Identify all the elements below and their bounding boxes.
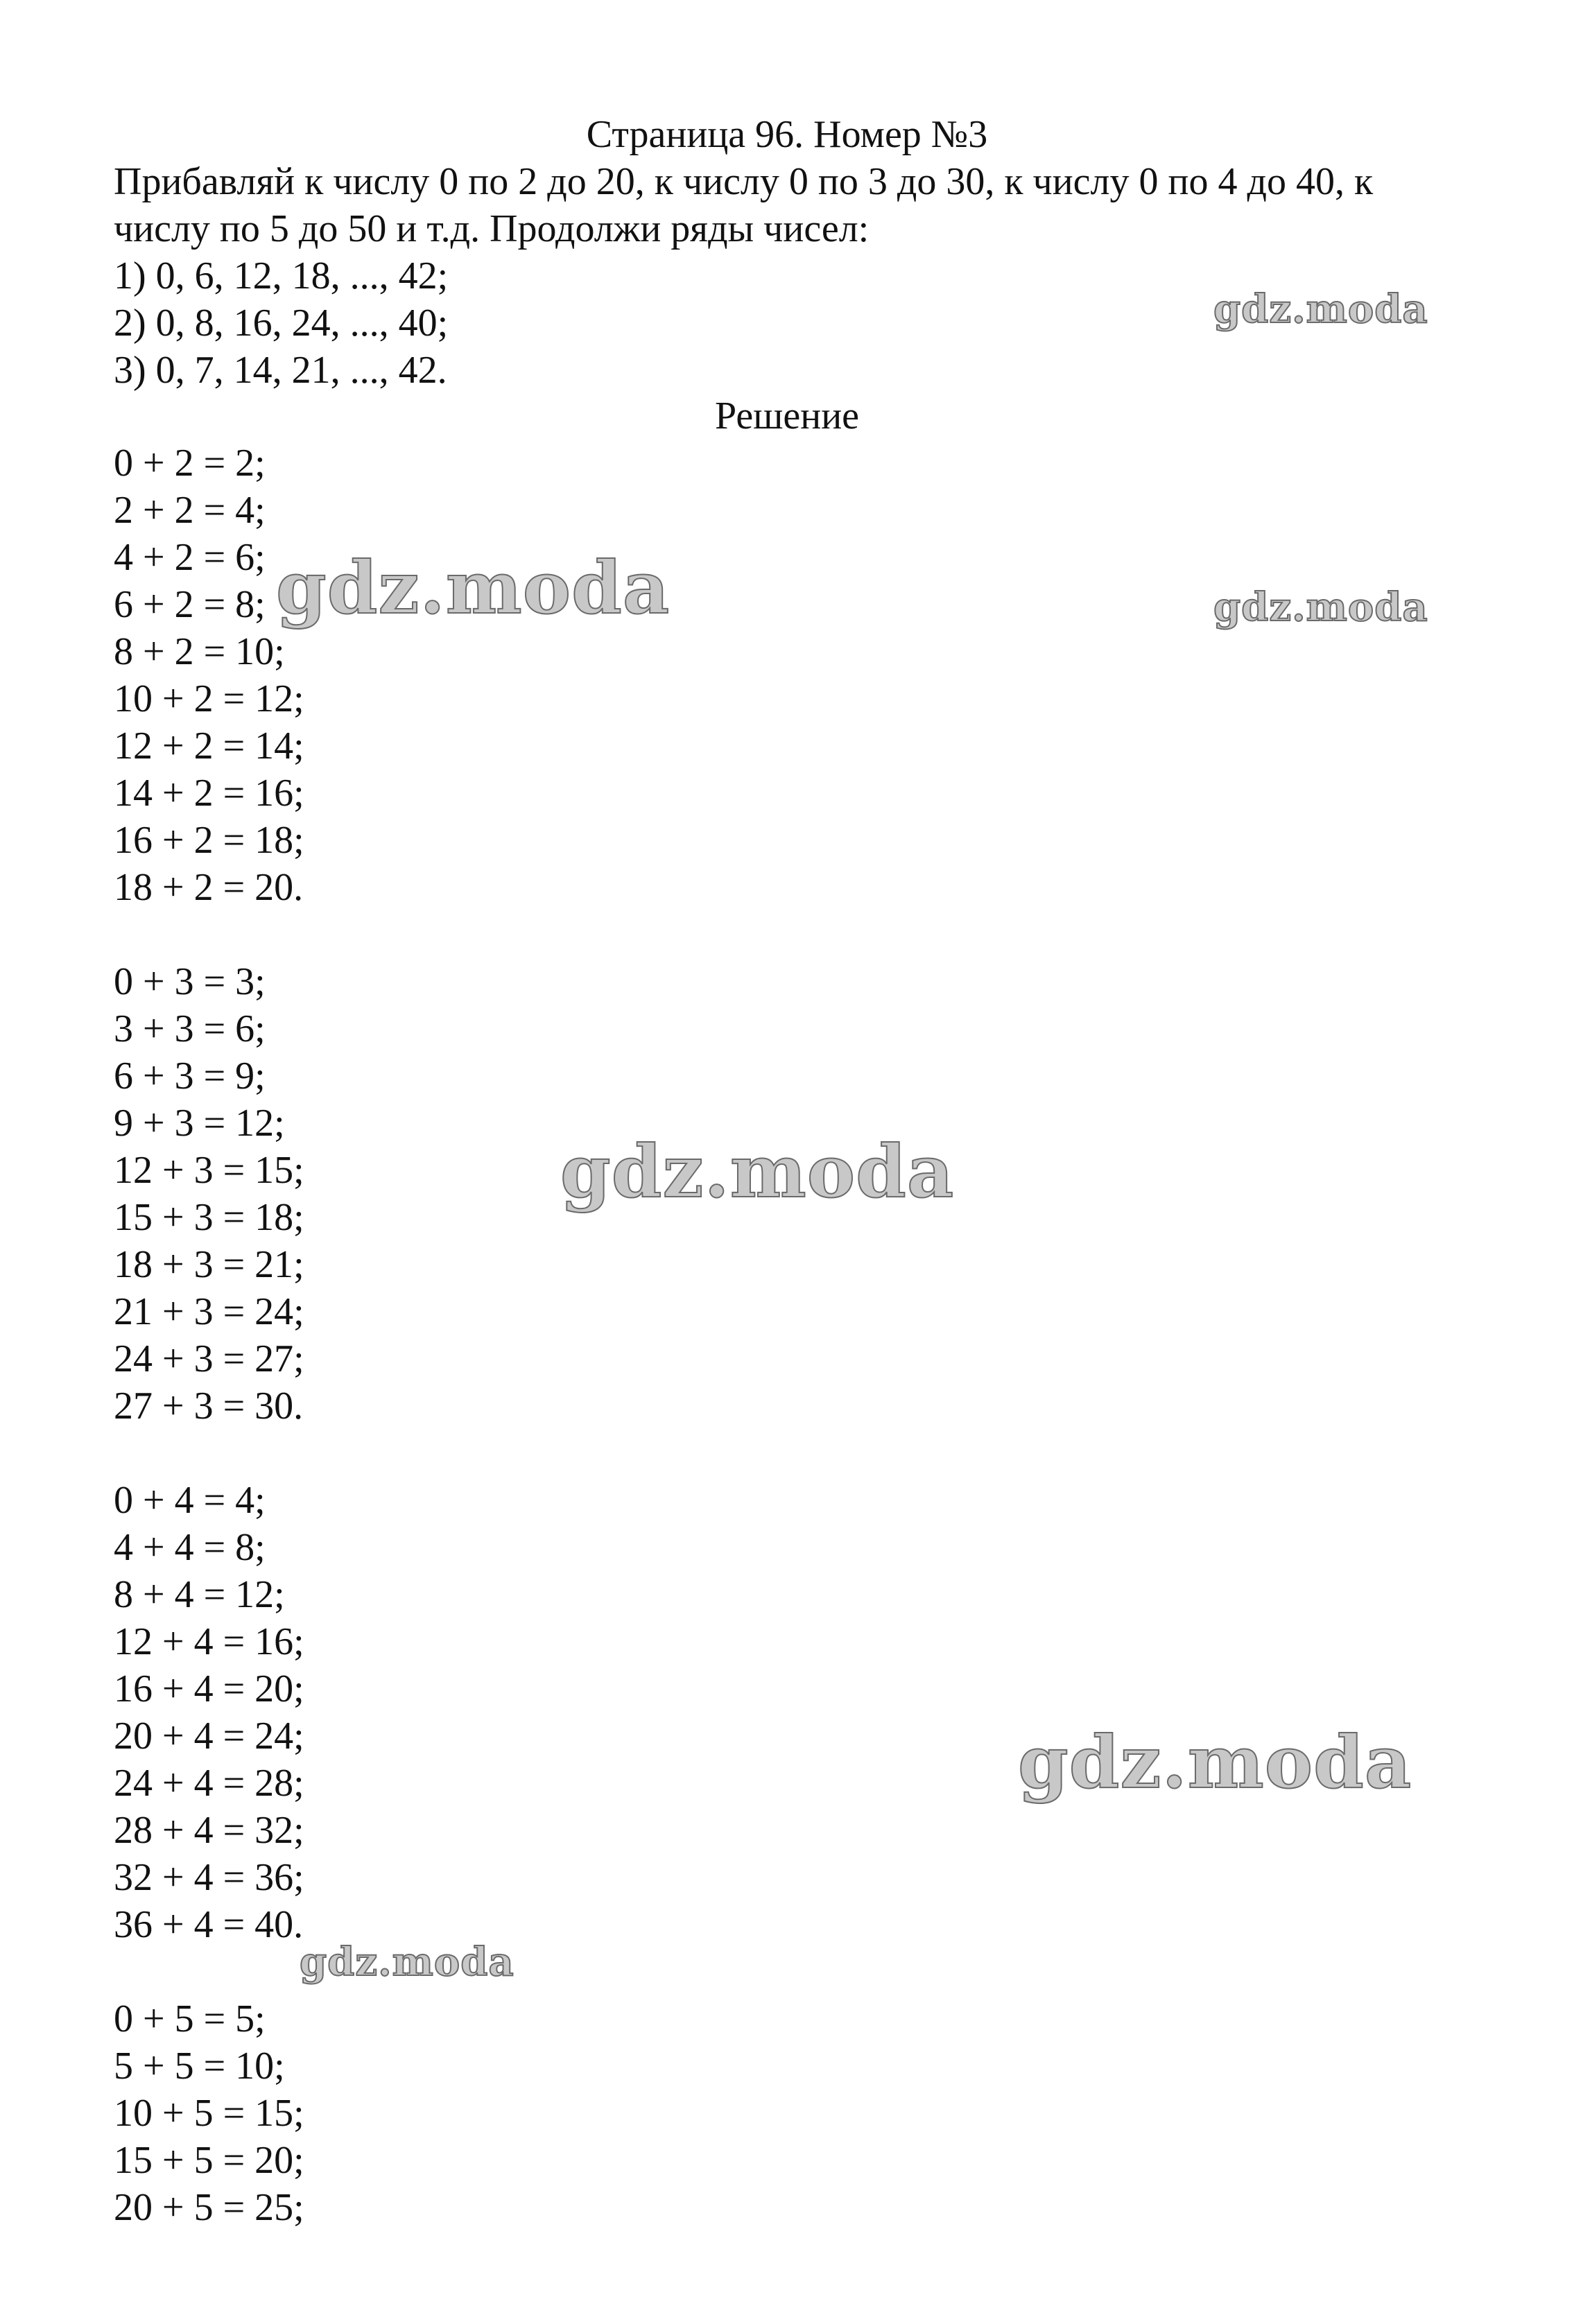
equation-line: 24 + 3 = 27; [114,1337,304,1380]
equation-line: 21 + 3 = 24; [114,1290,304,1333]
equation-line: 20 + 4 = 24; [114,1715,304,1758]
equation-line: 18 + 2 = 20. [114,866,304,909]
equation-line: 9 + 3 = 12; [114,1102,285,1145]
equation-line: 32 + 4 = 36; [114,1856,304,1899]
equation-line: 28 + 4 = 32; [114,1809,304,1852]
equation-line: 2 + 2 = 4; [114,489,266,532]
equation-line: 5 + 5 = 10; [114,2045,285,2088]
equation-line: 27 + 3 = 30. [114,1385,304,1428]
equation-line: 16 + 2 = 18; [114,819,304,862]
watermark: gdz.moda [1213,286,1428,332]
equation-line: 10 + 5 = 15; [114,2092,304,2135]
equation-line: 24 + 4 = 28; [114,1762,304,1805]
equation-line: 15 + 3 = 18; [114,1196,304,1239]
task-line-2: числу по 5 до 50 и т.д. Продолжи ряды чисел: [114,207,870,250]
equation-line: 0 + 2 = 2; [114,442,266,485]
equation-line: 4 + 4 = 8; [114,1526,266,1569]
watermark: gdz.moda [560,1129,955,1214]
equation-line: 8 + 4 = 12; [114,1573,285,1616]
watermark: gdz.moda [1213,584,1428,630]
equation-line: 4 + 2 = 6; [114,536,266,579]
equation-line: 12 + 4 = 16; [114,1620,304,1663]
page-title: Страница 96. Номер №3 [586,113,988,156]
equation-line: 15 + 5 = 20; [114,2139,304,2182]
equation-line: 3 + 3 = 6; [114,1007,266,1050]
watermark: gdz.moda [276,545,671,630]
equation-line: 10 + 2 = 12; [114,677,304,720]
watermark: gdz.moda [1018,1719,1412,1805]
equation-line: 12 + 3 = 15; [114,1149,304,1192]
task-line-1: Прибавляй к числу 0 по 2 до 20, к числу 0 по 3 до 30, к числу 0 по 4 до 40, к [114,160,1374,203]
equation-line: 14 + 2 = 16; [114,772,304,815]
equation-line: 36 + 4 = 40. [114,1903,304,1946]
solution-heading: Решение [714,394,860,437]
equation-line: 0 + 5 = 5; [114,1997,266,2040]
equation-line: 0 + 3 = 3; [114,960,266,1003]
equation-line: 16 + 4 = 20; [114,1667,304,1710]
equation-line: 8 + 2 = 10; [114,630,285,673]
watermark: gdz.moda [300,1939,514,1985]
sequence-1: 1) 0, 6, 12, 18, ..., 42; [114,254,449,297]
equation-line: 18 + 3 = 21; [114,1243,304,1286]
sequence-3: 3) 0, 7, 14, 21, ..., 42. [114,349,447,392]
sequence-2: 2) 0, 8, 16, 24, ..., 40; [114,302,449,345]
equation-line: 0 + 4 = 4; [114,1479,266,1522]
equation-line: 6 + 3 = 9; [114,1055,266,1098]
equation-line: 20 + 5 = 25; [114,2186,304,2229]
equation-line: 12 + 2 = 14; [114,725,304,768]
equation-line: 6 + 2 = 8; [114,583,266,626]
